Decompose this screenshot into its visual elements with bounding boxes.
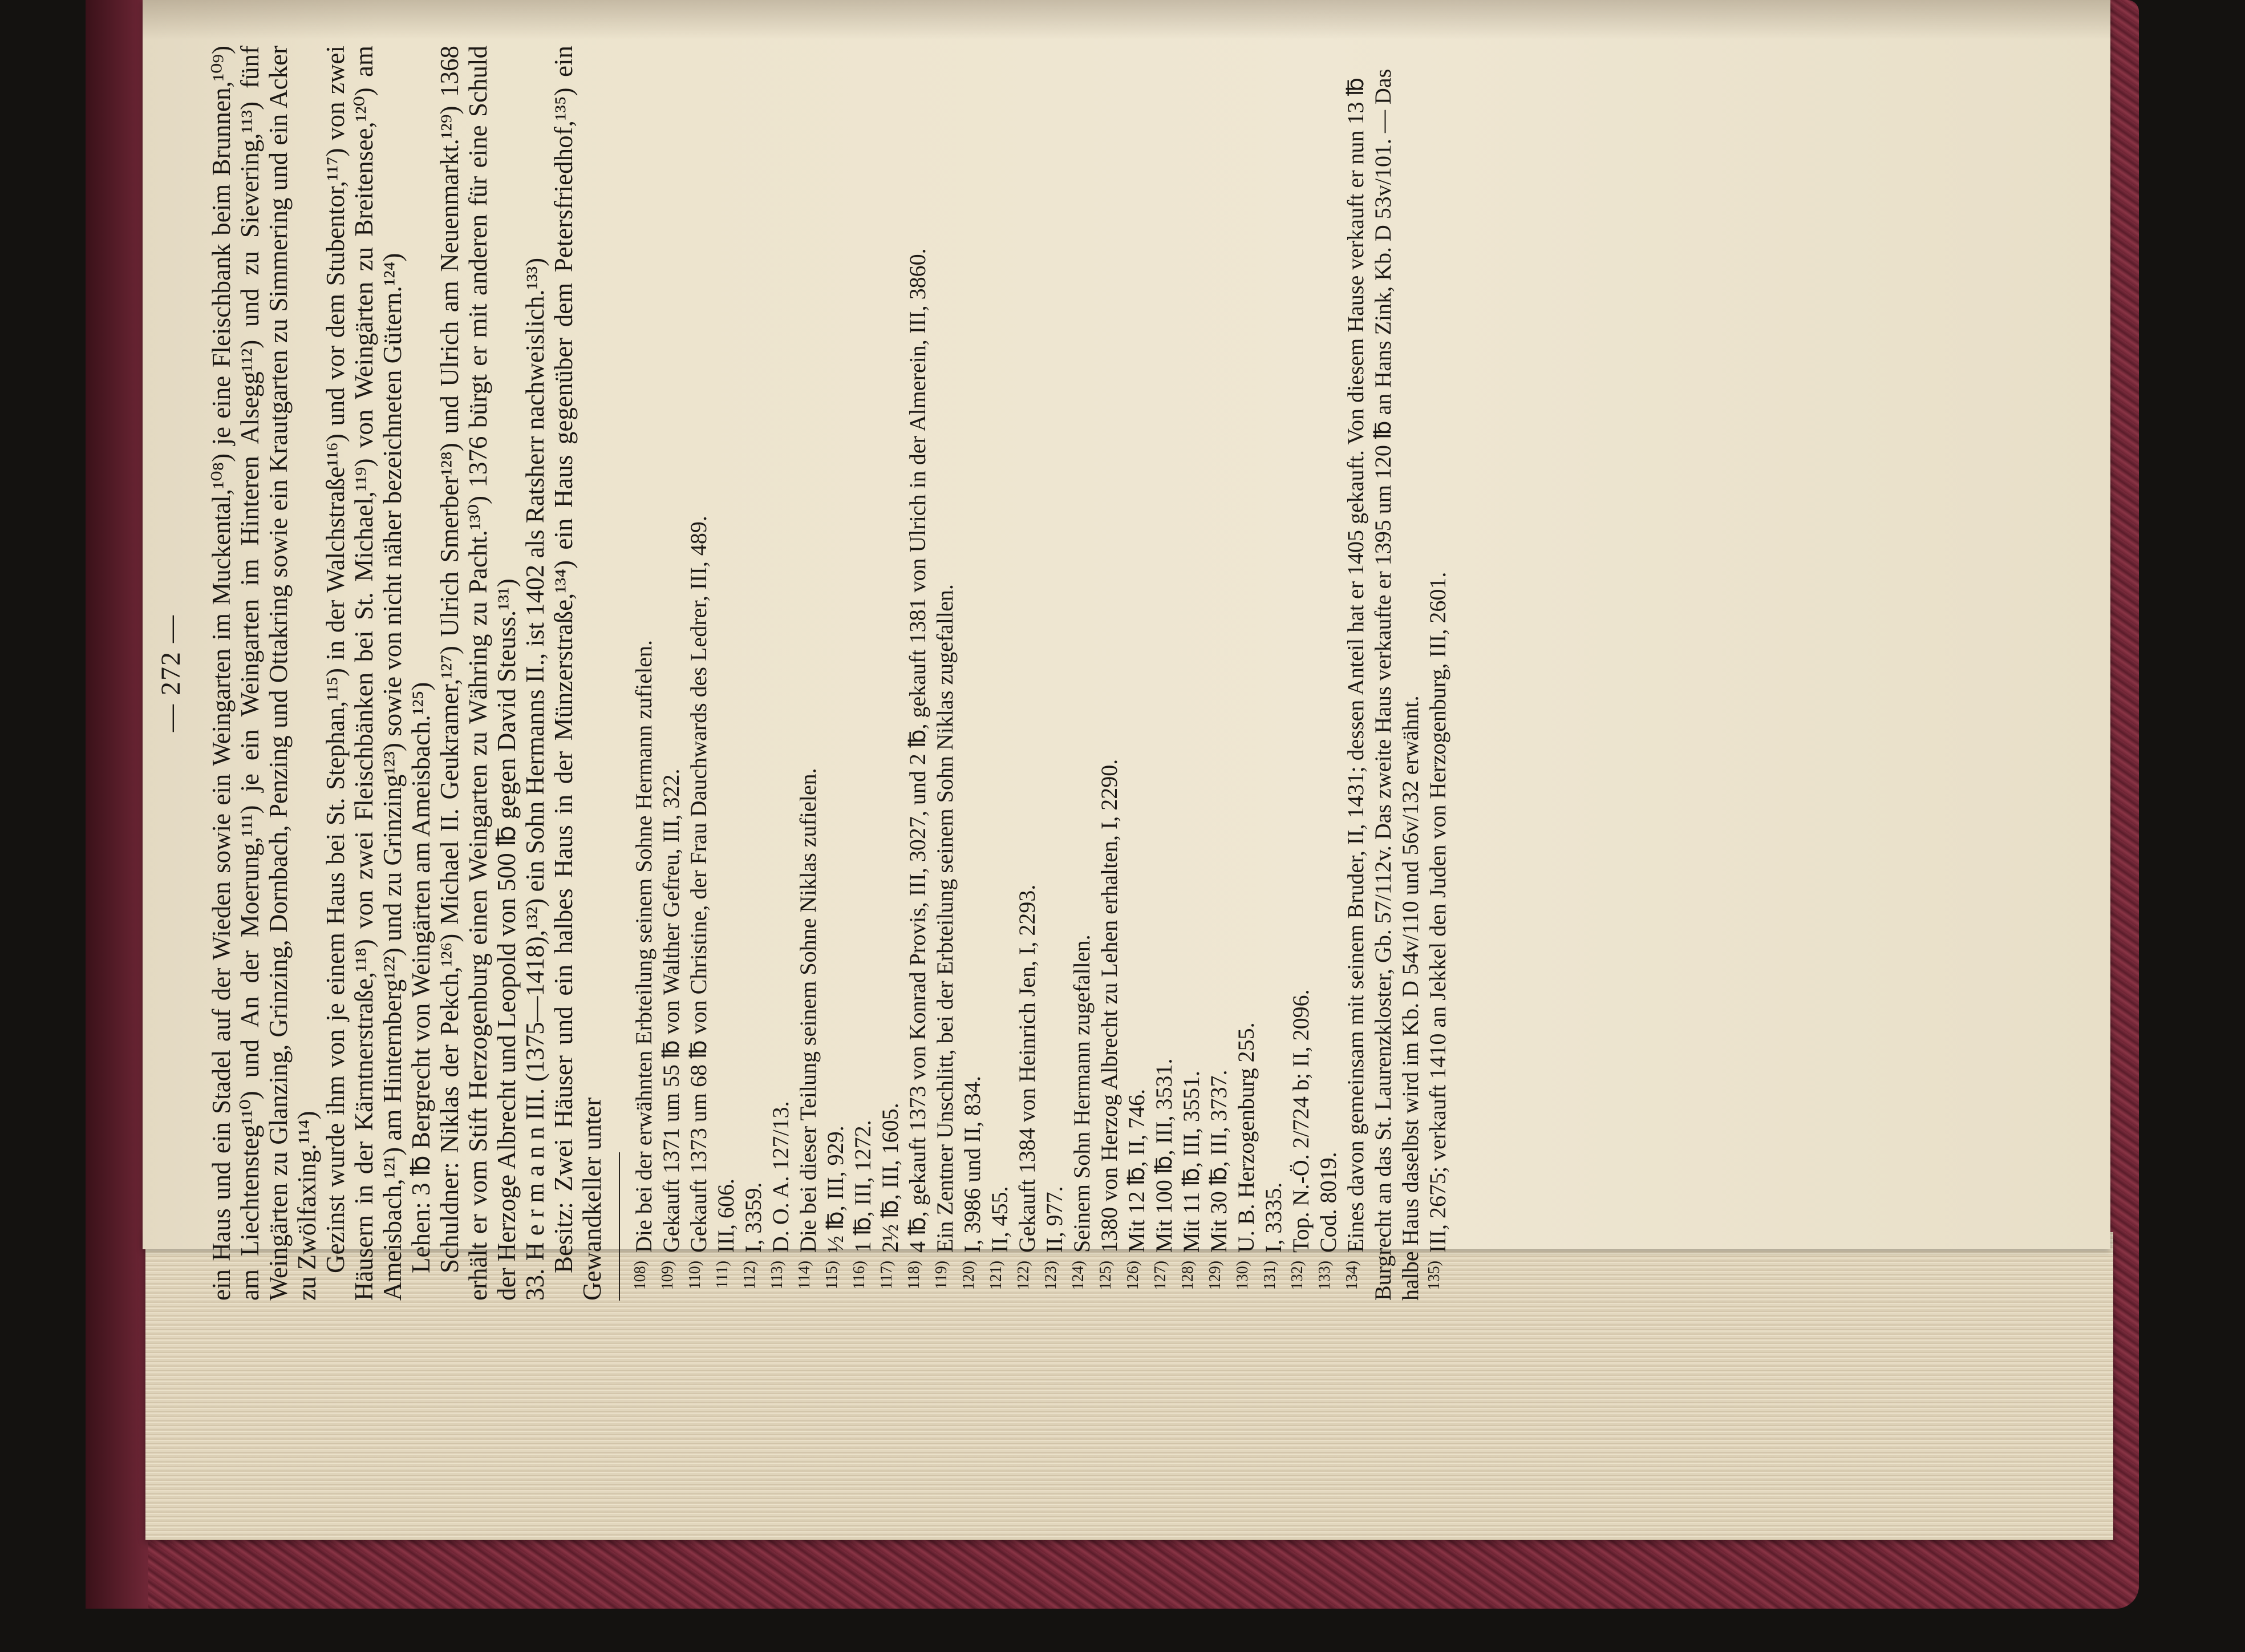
footnote: [986, 46, 1014, 1301]
page-number: — 272 —: [156, 614, 186, 732]
page-text: [157, 46, 2096, 1301]
person-entry-33: [521, 46, 549, 1301]
footnote: [822, 46, 849, 1301]
footnote-number: 108): [631, 1261, 649, 1290]
footnote: [630, 46, 658, 1301]
footnote: [1041, 46, 1068, 1301]
footnote-number: 117): [878, 1261, 895, 1290]
footnote-text: Mit 100 ℔, III, 3531.: [1151, 1058, 1177, 1253]
footnote: [904, 46, 931, 1301]
footnote-number: 111): [714, 1261, 731, 1289]
footnote-text: Eines davon gemeinsam mit seinem Bruder, II, 1431; dessen Anteil hat er 1405 gekauft. Von diesem Hause verkauft er nun 13 ℔ Burgrecht an das St. Laurenzkloster, Gb. 57/112v. Das zweite Haus verkaufte er 1395 um 120 ℔ an Hans Zink, Kb. D 53v/101. — Das halbe Haus daselbst wird im Kb. D 54v/110 und 56v/132 erwähnt.: [1343, 68, 1423, 1301]
footnote: [767, 46, 795, 1301]
footnote: [740, 46, 767, 1301]
footnote-text: 1 ℔, III, 1272.: [850, 1120, 876, 1253]
footnote-text: 1380 von Herzog Albrecht zu Lehen erhalten, I, 2290.: [1096, 759, 1122, 1253]
footnote: [1287, 46, 1315, 1301]
footnote-number: 128): [1179, 1261, 1197, 1290]
body-paragraph: ein Haus und ein Stadel auf der Wieden sowie ein Weingarten im Muckental,¹⁰⁸) je eine Fleischbank beim Brunnen,¹⁰⁹) am Liechtensteg¹¹⁰) und An der Moerung,¹¹¹) je ein Weingarten im Hinteren Alsegg¹¹²) und zu Sievering,¹¹³) fünf Weingärten zu Glanzing, Grinzing, Dornbach, Penzing und Ottakring sowie ein Krautgarten zu Simmering und ein Acker zu Zwölfaxing.¹¹⁴): [207, 46, 321, 1301]
footnote-number: 118): [905, 1261, 923, 1290]
footnote-number: 114): [796, 1261, 813, 1290]
footnote: [1178, 46, 1205, 1301]
footnote-number: 122): [1015, 1261, 1032, 1290]
footnote-text: I, 3986 und II, 834.: [959, 1076, 985, 1253]
footnote-number: 112): [741, 1261, 759, 1290]
footnote-number: 135): [1425, 1261, 1443, 1290]
footnote-text: Die bei der erwähnten Erbteilung seinem Sohne Hermann zufielen.: [631, 639, 657, 1253]
footnote-number: 113): [768, 1261, 786, 1290]
footnote-number: 110): [686, 1261, 704, 1290]
gutter-shadow: [143, 0, 2110, 40]
footnote-text: Mit 30 ℔, III, 3737.: [1206, 1070, 1231, 1253]
footnote-text: Top. N.-Ö. 2/724 b; II, 2096.: [1288, 989, 1314, 1253]
book-spine: [86, 0, 148, 1609]
footnote: [1123, 46, 1150, 1301]
footnote-number: 123): [1042, 1261, 1060, 1290]
footnote: [1260, 46, 1287, 1301]
footnote-number: 134): [1343, 1261, 1361, 1290]
footnote-number: 116): [850, 1261, 868, 1290]
footnotes: [630, 46, 1452, 1301]
footnote-number: 124): [1069, 1261, 1087, 1290]
footnote-number: 131): [1261, 1261, 1279, 1290]
footnote-separator: [619, 1152, 620, 1301]
footnote: [877, 46, 904, 1301]
footnote-number: 132): [1288, 1261, 1306, 1290]
footnote-text: Die bei dieser Teilung seinem Sohne Niklas zufielen.: [795, 768, 821, 1253]
footnote-text: 4 ℔, gekauft 1373 von Konrad Provis, III, 3027, und 2 ℔, gekauft 1381 von Ulrich in der Almerein, III, 3860.: [905, 248, 930, 1253]
footnote-text: Cod. 8019.: [1315, 1152, 1341, 1253]
footnote-text: D. O. A. 127/13.: [768, 1101, 793, 1253]
footnote: [849, 46, 877, 1301]
footnote-text: ½ ℔, III, 929.: [822, 1125, 848, 1253]
footnote-text: Gekauft 1373 um 68 ℔ von Christine, der Frau Dauchwards des Ledrer, III, 489.: [686, 516, 711, 1253]
footnote-number: 119): [933, 1261, 950, 1290]
footnote-text: 2½ ℔, III, 1605.: [877, 1103, 903, 1253]
entry-heading: H e r m a n n III. (1375—1418),¹³²) ein Sohn Hermanns II., ist 1402 als Ratsherr nachweislich.¹³³): [521, 257, 549, 1261]
footnote: [1096, 46, 1123, 1301]
footnote: [1424, 46, 1452, 1301]
footnote: [1342, 46, 1424, 1301]
footnote-number: 130): [1234, 1261, 1251, 1290]
body-paragraph: Schuldner: Niklas der Pekch,¹²⁶) Michael II. Geukramer,¹²⁷) Ulrich Smerber¹²⁸) und Ulrich am Neuenmarkt.¹²⁹) 1368 erhält er vom Stift Herzogenburg einen Weingarten zu Währing zu Pacht.¹³⁰) 1376 bürgt er mit anderen für eine Schuld der Herzoge Albrecht und Leopold von 500 ℔ gegen David Steuss.¹³¹): [435, 46, 521, 1301]
footnote: [1150, 46, 1178, 1301]
footnote-number: 125): [1097, 1261, 1115, 1290]
footnote: [1068, 46, 1096, 1301]
entry-number: 33.: [521, 1268, 549, 1301]
footnote-text: Gekauft 1371 um 55 ℔ von Walther Gefreu, III, 322.: [658, 768, 684, 1253]
footnote-number: 133): [1316, 1261, 1334, 1290]
footnote-text: III, 2675; verkauft 1410 an Jekkel den Juden von Herzogenburg, III, 2601.: [1425, 572, 1450, 1253]
footnote-number: 126): [1124, 1261, 1142, 1290]
footnote-text: Mit 11 ℔, III, 3551.: [1178, 1071, 1204, 1253]
footnote: [931, 46, 959, 1301]
footnote-text: II, 977.: [1042, 1186, 1067, 1253]
footnote: [658, 46, 685, 1301]
footnote-number: 120): [960, 1261, 978, 1290]
footnote-text: Ein Zentner Unschlitt, bei der Erbteilung seinem Sohn Niklas zugefallen.: [932, 584, 958, 1253]
footnote-text: III, 606.: [713, 1179, 739, 1253]
footnote-number: 129): [1206, 1261, 1224, 1290]
body-paragraph: Lehen: 3 ℔ Bergrecht von Weingärten am Ameisbach.¹²⁵): [407, 682, 435, 1273]
footnote-number: 121): [987, 1261, 1005, 1290]
footnote: [1315, 46, 1342, 1301]
footnote-text: Mit 12 ℔, II, 746.: [1124, 1088, 1149, 1253]
footnote: [1233, 46, 1260, 1301]
footnote: [1205, 46, 1233, 1301]
footnote-text: I, 3335.: [1261, 1182, 1286, 1253]
footnote-text: Seinem Sohn Hermann zugefallen.: [1069, 934, 1095, 1253]
footnote: [959, 46, 986, 1301]
footnote: [685, 46, 712, 1301]
footnote-text: U. B. Herzogenburg 255.: [1233, 1022, 1259, 1253]
footnote: [712, 46, 740, 1301]
footnote-text: II, 455.: [987, 1186, 1012, 1253]
besitz-paragraph: Besitz: Zwei Häuser und ein halbes Haus in der Münzerstraße,¹³⁴) ein Haus gegenüber dem Petersfriedhof,¹³⁵) ein Gewandkeller unter: [549, 46, 606, 1301]
footnote: [795, 46, 822, 1301]
footnote-text: I, 3359.: [740, 1182, 766, 1253]
footnote-text: Gekauft 1384 von Heinrich Jen, I, 2293.: [1014, 884, 1040, 1253]
footnote: [1014, 46, 1041, 1301]
footnote-number: 109): [659, 1261, 676, 1290]
footnote-number: 115): [823, 1261, 841, 1290]
body-paragraph: Gezinst wurde ihm von je einem Haus bei St. Stephan,¹¹⁵) in der Walchstraße¹¹⁶) und vor dem Stubentor,¹¹⁷) von zwei Häusern in der Kärntnerstraße,¹¹⁸) von zwei Fleischbänken bei St. Michael,¹¹⁹) von Weingärten zu Breitensee,¹²⁰) am Ameisbach,¹²¹) am Hinternberg¹²²) und zu Grinzing¹²³) sowie von nicht näher bezeichneten Gütern.¹²⁴): [321, 46, 407, 1301]
footnote-number: 127): [1152, 1261, 1169, 1290]
